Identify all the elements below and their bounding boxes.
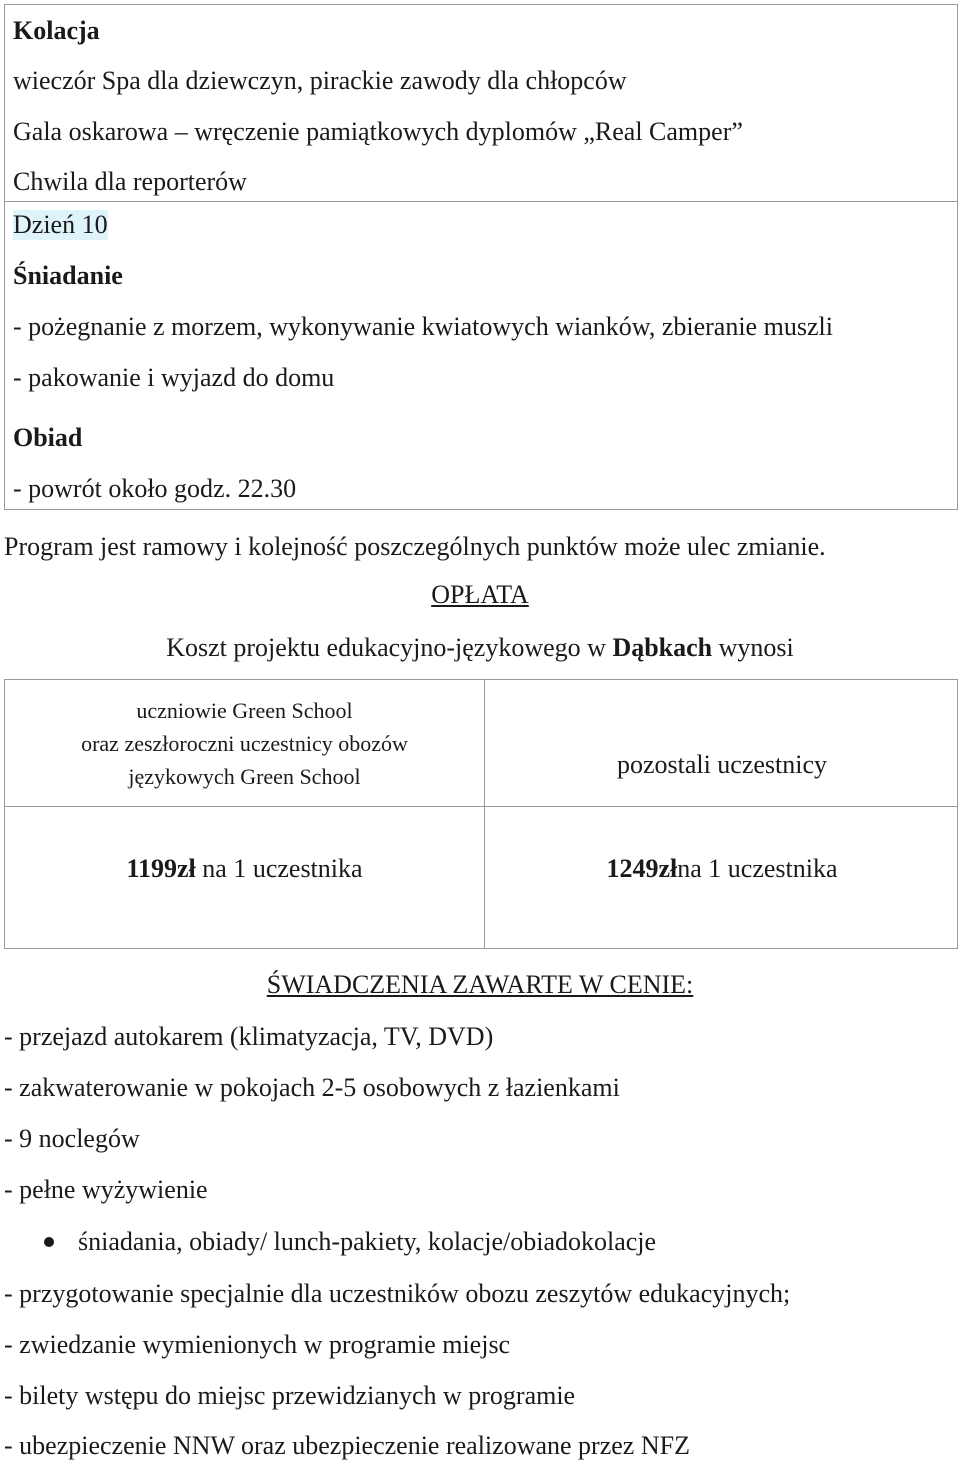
program-line: - pożegnanie z morzem, wykonywanie kwiatowych wianków, zbieranie muszli — [13, 312, 833, 341]
price-unit: na 1 uczestnika — [195, 854, 363, 883]
price-header-others — [485, 720, 959, 810]
fee-heading: OPŁATA — [431, 580, 529, 609]
fee-intro-text-end: wynosi — [712, 633, 794, 662]
program-line: - powrót około godz. 22.30 — [13, 474, 297, 503]
bullet-icon — [44, 1237, 54, 1247]
included-item: - przygotowanie specjalnie dla uczestników obozu zeszytów edukacyjnych; — [4, 1279, 791, 1308]
price-cell-green-school — [5, 807, 484, 931]
price-amount: 1199zł — [126, 854, 196, 883]
included-item: - ubezpieczenie NNW oraz ubezpieczenie realizowane przez NFZ — [4, 1431, 690, 1460]
section-title-kolacja: Kolacja — [13, 16, 100, 45]
program-box-day10 — [4, 201, 958, 510]
program-line: - pakowanie i wyjazd do domu — [13, 363, 335, 392]
header-line: językowych Green School — [128, 763, 361, 789]
price-table — [4, 679, 958, 949]
price-amount: 1249zł — [606, 854, 678, 883]
program-line: wieczór Spa dla dziewczyn, pirackie zawody dla chłopców — [13, 66, 627, 95]
included-item: - bilety wstępu do miejsc przewidzianych w programie — [4, 1381, 576, 1410]
program-note: Program jest ramowy i kolejność poszczególnych punktów może ulec zmianie. — [4, 532, 826, 561]
program-line: Chwila dla reporterów — [13, 167, 247, 196]
header-line: uczniowie Green School — [136, 697, 353, 723]
section-title-sniadanie: Śniadanie — [13, 261, 123, 290]
header-text: pozostali uczestnicy — [616, 750, 828, 779]
included-subitem: śniadania, obiady/ lunch-pakiety, kolacje/obiadokolacje — [78, 1227, 657, 1256]
included-item: - pełne wyżywienie — [4, 1175, 208, 1204]
section-title-obiad: Obiad — [13, 423, 83, 452]
price-cell-others — [485, 807, 959, 931]
included-heading: ŚWIADCZENIA ZAWARTE W CENIE: — [266, 970, 694, 999]
fee-intro-location: Dąbkach — [612, 633, 713, 662]
price-header-green-school — [5, 680, 484, 806]
included-item: - przejazd autokarem (klimatyzacja, TV, DVD) — [4, 1022, 494, 1051]
included-item: - zakwaterowanie w pokojach 2-5 osobowych z łazienkami — [4, 1073, 620, 1102]
header-line: oraz zeszłoroczni uczestnicy obozów — [81, 730, 408, 756]
program-box-day9-end — [4, 4, 958, 202]
program-line: Gala oskarowa – wręczenie pamiątkowych dyplomów „Real Camper” — [13, 117, 743, 146]
day-heading: Dzień 10 — [13, 210, 108, 239]
included-item: - zwiedzanie wymienionych w programie miejsc — [4, 1330, 511, 1359]
included-item: - 9 noclegów — [4, 1124, 140, 1153]
fee-intro-text: Koszt projektu edukacyjno-językowego w — [166, 633, 613, 662]
fee-intro — [0, 633, 960, 663]
price-unit: na 1 uczestnika — [677, 854, 838, 883]
